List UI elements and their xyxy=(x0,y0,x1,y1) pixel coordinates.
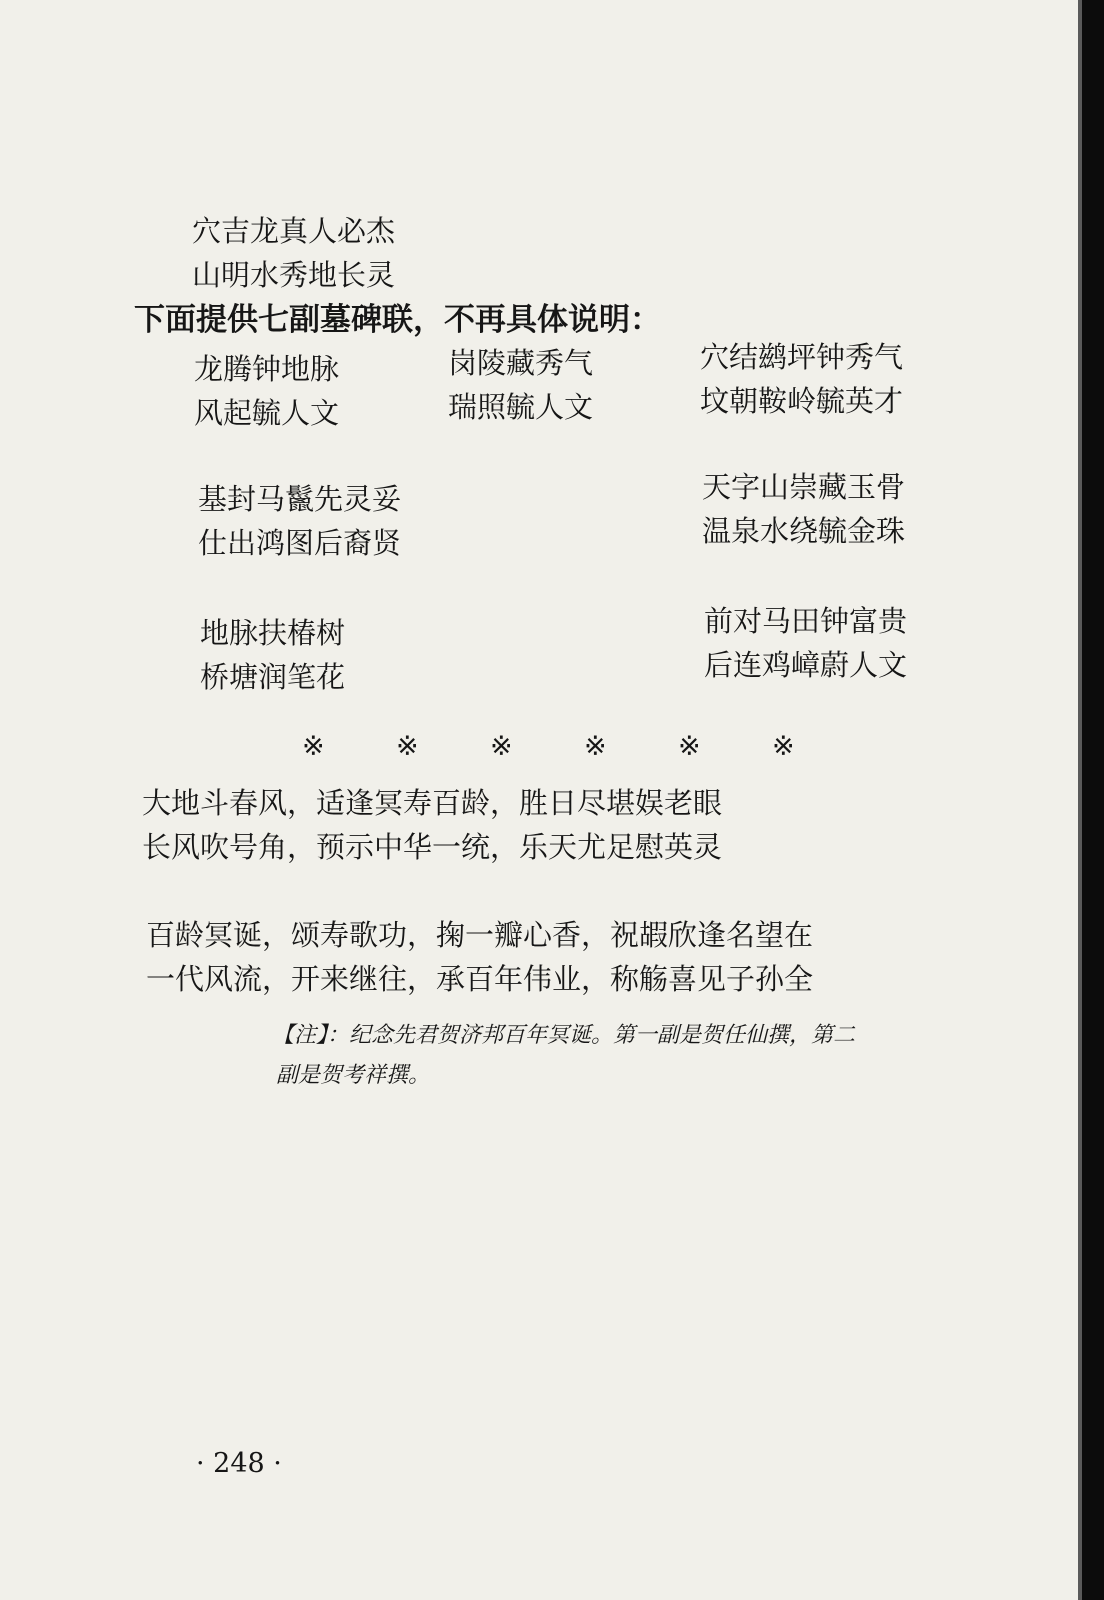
long-couplet-line: 百龄冥诞，颂寿歌功，掬一瓣心香，祝嘏欣逢名望在 xyxy=(146,918,814,952)
couplet-line: 天字山崇藏玉骨 xyxy=(702,470,906,504)
separator-mark: ※ xyxy=(772,731,795,762)
couplet-line: 仕出鸿图后裔贤 xyxy=(198,526,402,560)
page-edge xyxy=(1082,0,1104,1600)
couplet-line: 前对马田钟富贵 xyxy=(704,604,908,638)
folio-dot-left: · xyxy=(196,1448,214,1479)
intro-line-2: 山明水秀地长灵 xyxy=(192,258,396,292)
intro-line-1: 穴吉龙真人必杰 xyxy=(192,214,396,248)
section-heading: 下面提供七副墓碑联，不再具体说明： xyxy=(134,302,661,338)
note-line-1: 【注】：纪念先君贺济邦百年冥诞。第一副是贺任仙撰，第二 xyxy=(272,1023,856,1048)
page-number xyxy=(196,1448,282,1480)
couplet-line: 地脉扶椿树 xyxy=(200,616,346,650)
couplet-line: 龙腾钟地脉 xyxy=(194,352,340,386)
couplet-line: 坟朝鞍岭毓英才 xyxy=(700,384,904,418)
couplet-line: 温泉水绕毓金珠 xyxy=(702,514,906,548)
long-couplet-line: 大地斗春风，适逢冥寿百龄，胜日尽堪娱老眼 xyxy=(142,786,723,820)
couplet-line: 桥塘润笔花 xyxy=(200,660,346,694)
couplet-line: 瑞照毓人文 xyxy=(448,390,594,424)
separator-marks xyxy=(302,730,822,766)
couplet-line: 基封马鬣先灵妥 xyxy=(198,482,402,516)
folio-dot-right: · xyxy=(264,1448,282,1479)
long-couplet-line: 一代风流，开来继往，承百年伟业，称觞喜见子孙全 xyxy=(146,962,814,996)
couplet-line: 后连鸡嶂蔚人文 xyxy=(704,648,908,682)
separator-mark: ※ xyxy=(490,731,513,762)
couplet-line: 风起毓人文 xyxy=(194,396,340,430)
separator-mark: ※ xyxy=(396,731,419,762)
couplet-line: 穴结鹚坪钟秀气 xyxy=(700,340,904,374)
page-number-value: 248 xyxy=(213,1448,265,1479)
long-couplet-line: 长风吹号角，预示中华一统，乐天尤足慰英灵 xyxy=(142,830,723,864)
couplet-line: 岗陵藏秀气 xyxy=(448,346,594,380)
note-line-2: 副是贺考祥撰。 xyxy=(276,1063,431,1088)
separator-mark: ※ xyxy=(302,731,325,762)
separator-mark: ※ xyxy=(584,731,607,762)
separator-mark: ※ xyxy=(678,731,701,762)
